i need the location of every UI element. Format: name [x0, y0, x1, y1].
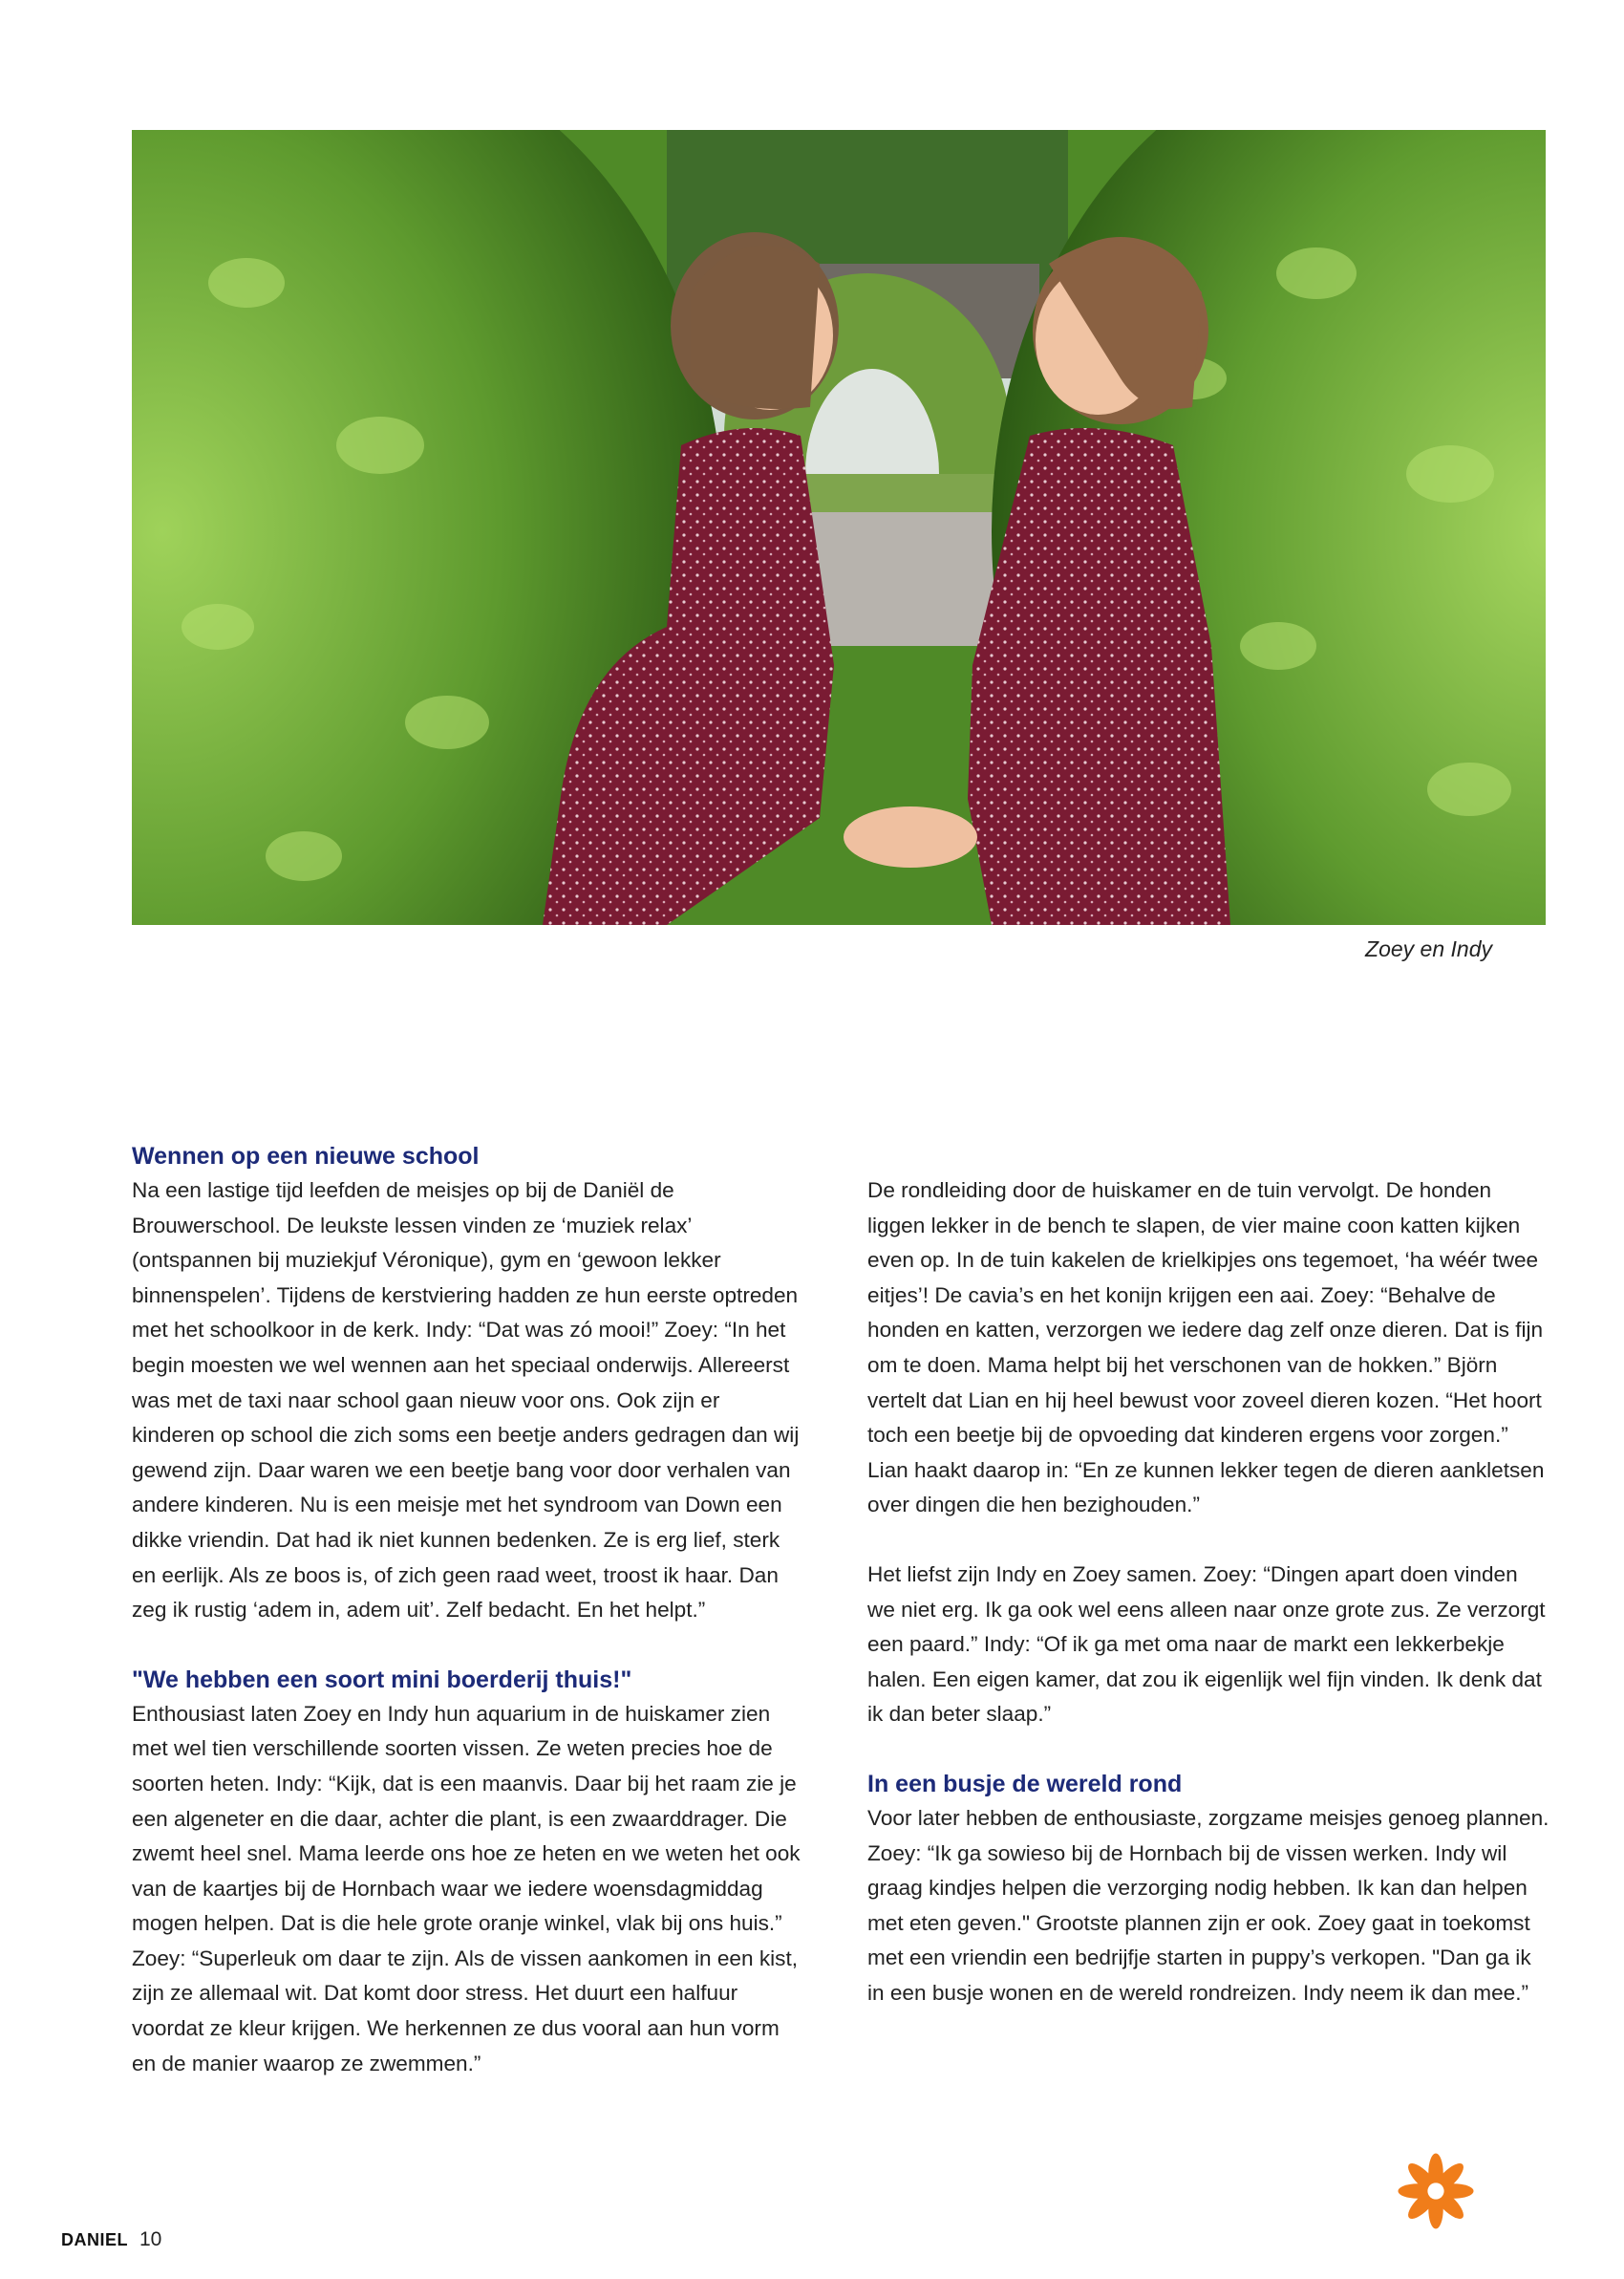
left-column: [132, 1139, 808, 2081]
photo-illustration: [132, 130, 1546, 925]
page-footer: [61, 2228, 161, 2251]
spacer: [867, 1523, 1550, 1558]
section-heading-mini-farm: "We hebben een soort mini boerderij thuis!": [132, 1666, 632, 1693]
spacer: [867, 1732, 1550, 1767]
right-column: [867, 1173, 1550, 2010]
flower-icon: [1395, 2150, 1477, 2232]
paragraph-tour: De rondleiding door de huiskamer en de tuin vervolgt. De honden liggen lekker in de bench te slapen, de vier maine coon katten kijken even op. In de tuin kakelen de krielkipjes ons tegemoet, ‘ha wéér twee eitjes’! De cavia’s en het konijn krijgen een aai. Zoey: “Behalve de honden en katten, verzorgen we iedere dag zelf onze dieren. Dat is fijn om te doen. Mama helpt bij het verschonen van de hokken.” Björn vertelt dat Lian en hij heel bewust voor zoveel dieren kozen. “Het hoort toch een beetje bij de opvoeding dat kinderen ergens voor zorgen.” Lian haakt daarop in: “En ze kunnen lekker tegen de dieren aankletsen over dingen die hen bezighouden.”: [867, 1178, 1545, 1517]
spacer: [132, 1628, 808, 1663]
brand-logo: DANIEL: [61, 2229, 128, 2249]
photo-caption: Zoey en Indy: [1365, 936, 1492, 961]
section-text-world-trip: Voor later hebben de enthousiaste, zorgzame meisjes genoeg plannen. Zoey: “Ik ga sowieso bij de Hornbach bij de vissen werken. Indy wil graag kindjes helpen die verzorging nodig hebben. Ik kan dan helpen met eten geven." Grootste plannen zijn er ook. Zoey gaat in toekomst met een vriendin een bedrijfje starten in puppy’s verkopen. "Dan ga ik in een busje wonen en de wereld rondreizen. Indy neem ik dan mee.”: [867, 1805, 1549, 2005]
section-heading-world-trip: In een busje de wereld rond: [867, 1770, 1183, 1797]
section-heading-new-school: Wennen op een nieuwe school: [132, 1143, 480, 1170]
section-text-new-school: Na een lastige tijd leefden de meisjes op bij de Daniël de Brouwerschool. De leukste lessen vinden ze ‘muziek relax’ (ontspannen bij muziekjuf Véronique), gym en ‘gewoon lekker binnenspelen’. Tijdens de kerstviering hadden ze hun eerste optreden met het schoolkoor in de kerk. Indy: “Dat was zó mooi!” Zoey: “In het begin moesten we wel wennen aan het speciaal onderwijs. Allereerst was met de taxi naar school gaan nieuw voor ons. Ook zijn er kinderen op school die zich soms een beetje anders gedragen dan wij gewend zijn. Daar waren we een beetje bang voor door verhalen van andere kinderen. Nu is een meisje met het syndroom van Down een dikke vriendin. Dat had ik niet kunnen bedenken. Ze is erg lief, sterk en eerlijk. Als ze boos is, of zich geen raad weet, troost ik haar. Dan zeg ik rustig ‘adem in, adem uit’. Zelf bedacht. En het helpt.”: [132, 1178, 800, 1623]
section-text-mini-farm: Enthousiast laten Zoey en Indy hun aquarium in de huiskamer zien met wel tien verschillende soorten vissen. Ze weten precies hoe de soorten heten. Indy: “Kijk, dat is een maanvis. Daar bij het raam zie je een algeneter en die daar, achter die plant, is een zwaarddrager. Die zwemt heel snel. Mama leerde ons hoe ze heten en we weten het ook van de kaartjes bij de Hornbach waar we iedere woensdagmiddag mogen helpen. Dat is die hele grote oranje winkel, vlak bij ons huis.” Zoey: “Superleuk om daar te zijn. Als de vissen aankomen in een kist, zijn ze allemaal wit. Dat komt door stress. Het duurt een halfuur voordat ze kleur krijgen. We herkennen ze dus vooral aan hun vorm en de manier waarop ze zwemmen.”: [132, 1701, 801, 2075]
page-number: 10: [139, 2228, 162, 2250]
paragraph-together: Het liefst zijn Indy en Zoey samen. Zoey: “Dingen apart doen vinden we niet erg. Ik ga ook wel eens alleen naar onze grote zus. Ze verzorgt een paard.” Indy: “Of ik ga met oma naar de markt een lekkerbekje halen. Een eigen kamer, dat zou ik eigenlijk wel fijn vinden. Ik denk dat ik dan beter slaap.”: [867, 1561, 1546, 1727]
photo-twin-girls: [132, 130, 1546, 925]
